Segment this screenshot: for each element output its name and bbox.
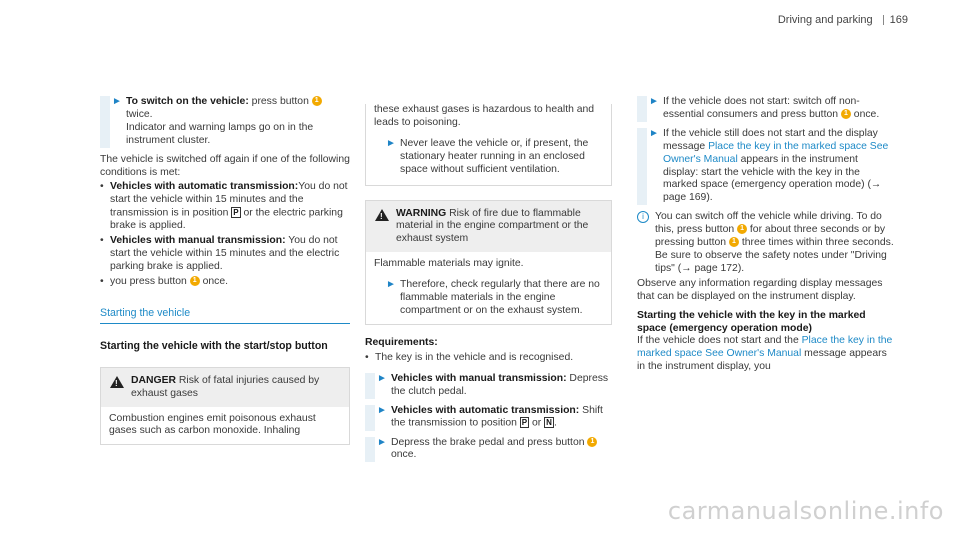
page-number: 169 (883, 15, 908, 25)
column-3 (637, 96, 895, 374)
button-1-icon: 1 (841, 109, 851, 119)
warning-triangle-icon (375, 209, 389, 221)
button-1-icon: 1 (190, 276, 200, 286)
arrow-icon: ► (386, 279, 396, 291)
page-header (778, 14, 908, 26)
step-manual: ► Vehicles with manual transmission: Depress the clutch pedal. (365, 373, 612, 399)
display-message-link[interactable]: Place the key in the marked space See Owner's Manual (663, 140, 889, 165)
list-item: • you press button 1 once. (100, 276, 350, 289)
warning-box: ! WARNING Risk of fire due to flammable material in the engine compartment or the exhaust system Flammable materials may ignite. ► Therefore, check regularly that there are no flammable materials in the engine compartment or on the exhaust system. (365, 200, 612, 325)
watermark: carmanualsonline.info (667, 497, 944, 525)
section-heading: Starting the vehicle with the start/stop button (100, 339, 328, 352)
arrow-icon: ► (377, 372, 387, 384)
arrow-icon: ► (649, 127, 659, 139)
column-1 (100, 96, 350, 445)
arrow-icon: ► (377, 404, 387, 416)
list-item: • The key is in the vehicle and is recognised. (365, 352, 612, 365)
list-item: • Vehicles with automatic transmission:You do not start the vehicle within 15 minutes and the transmission is in position P or the electric parking brake is applied. (100, 181, 350, 233)
paragraph: Observe any information regarding display messages that can be displayed on the instrument display. (637, 277, 883, 302)
arrow-icon: ► (649, 96, 659, 107)
info-icon: i (637, 211, 649, 223)
position-p-icon: P (521, 418, 528, 428)
column-2 (365, 104, 612, 468)
step-still-not-start: ► If the vehicle still does not start and the display message Place the key in the marked space See Owner's Manual appears in the instrument display: start the vehicle with the key in the marked space (emergency operation mode) (→ page 169). (637, 128, 895, 205)
button-1-icon: 1 (312, 96, 322, 106)
position-n-icon: N (546, 418, 552, 428)
paragraph: The vehicle is switched off again if one of the following conditions is met: (100, 153, 350, 178)
section-heading: Starting the vehicle with the key in the marked space (emergency operation mode) (637, 309, 866, 334)
warning-triangle-icon (110, 376, 124, 388)
info-note: i You can switch off the vehicle while driving. To do this, press button 1 for about three seconds or by pressing button 1 three times within three seconds. Be sure to observe the safety notes under "Driving tips" (→ page 172). (637, 211, 895, 276)
section-title: Driving and parking (777, 14, 873, 26)
step-switch-on: ► To switch on the vehicle: press button 1 twice. Indicator and warning lamps go on in the instrument cluster. (100, 96, 350, 148)
position-p-icon: P (233, 208, 239, 218)
danger-box-continued: these exhaust gases is hazardous to health and leads to poisoning. ► Never leave the vehicle or, if present, the stationary heater running in an enclosed space without sufficient ventilation. (365, 104, 612, 186)
danger-box: ! DANGER Risk of fatal injuries caused by exhaust gases Combustion engines emit poisonous exhaust gases such as carbon monoxide. Inhaling (100, 367, 350, 446)
page-ref[interactable]: → page 172 (681, 262, 738, 274)
button-1-icon: 1 (729, 237, 739, 247)
page-ref[interactable]: → page 169 (663, 179, 882, 204)
arrow-icon: ► (112, 96, 122, 107)
button-1-icon: 1 (587, 437, 597, 447)
step-not-start: ► If the vehicle does not start: switch off non-essential consumers and press button 1 once. (637, 96, 895, 122)
list-item: • Vehicles with manual transmission: You do not start the vehicle within 15 minutes and the electric parking brake is applied. (100, 235, 350, 274)
arrow-icon: ► (386, 137, 396, 149)
arrow-icon: ► (377, 436, 387, 448)
display-message-link[interactable]: Place the key in the marked space See Owner's Manual (637, 335, 893, 360)
step-never-leave: ► Never leave the vehicle or, if present, the stationary heater running in an enclosed space without sufficient ventilation. (386, 137, 589, 175)
paragraph: If the vehicle does not start and the Place the key in the marked space See Owner's Manual message appears in the instrument display, you (637, 335, 893, 373)
button-1-icon: 1 (737, 224, 747, 234)
step-depress: ► Depress the brake pedal and press button 1 once. (365, 437, 612, 463)
step-therefore: ► Therefore, check regularly that there are no flammable materials in the engine compartment or on the exhaust system. (386, 279, 600, 316)
section-link[interactable]: Starting the vehicle (100, 307, 350, 324)
step-automatic: ► Vehicles with automatic transmission: Shift the transmission to position P or N . (365, 405, 612, 431)
requirements-heading: Requirements: (365, 336, 438, 348)
